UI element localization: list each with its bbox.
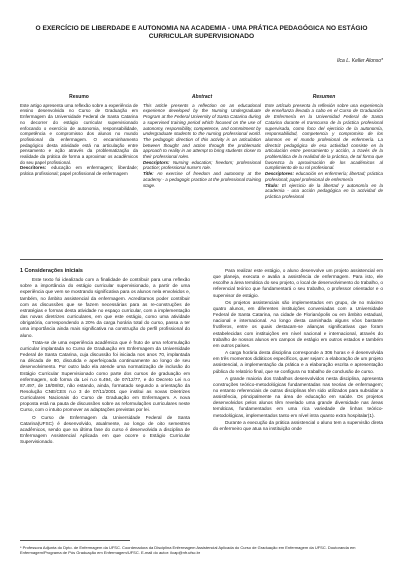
abstract-block <box>143 95 261 188</box>
resumo-keywords <box>20 165 138 176</box>
body-paragraph: Os projetos assistenciais são implementados em grupo, de no máximo quatro alunos, em diferentes instituições conveniadas com a Universidade Federal de Santa Catarina, na cidade de Florianópolis ou em âmbito estadual, nacional e internacional. Ao longo desta caminhada alguns vôos bastante frutíferos, entre os quais destacam-se alianças significativas que foram estabelecidas com instituições em nível nacional e internacional, através do trabalho de nossos alunos em campos de estágio em outros estados e também em outros países. <box>213 299 383 348</box>
resumen-title-label: Título: <box>265 182 279 188</box>
abstract-keywords-text: Nursing education; freedom; professional practice; professional nurse's role. <box>143 159 261 171</box>
resumen-block <box>265 95 383 200</box>
abstract-title-text: An exercise of freedom and autonomy at the academy - a pedagogic practice at the professional training stage. <box>143 171 261 188</box>
body-paragraph: A carga horária desta disciplina corresponde a 306 horas e é desenvolvida em três momentos didáticos específicos, quer sejam: a elaboração de um projeto assistencial, a implementação da prática e a elaboração escrita e apresentação pública do relatório final, que se configura no trabalho de conclusão de curso. <box>213 350 383 374</box>
resumo-heading: Resumo <box>69 94 89 100</box>
abstract-keywords <box>143 160 261 171</box>
resumen-title-line <box>265 183 383 200</box>
body-paragraph: Trata-se de uma experiência acadêmica que é fruto de uma reformulação curricular implantada no Curso de Graduação em Enfermagem da Universidade Federal de Santa Catarina, cuja discussão foi iniciada nos anos 70, implantada na década de 80, discutida e aperfeiçoada continuamente ao longo de seu desenvolvimento. Por outro lado ela atende uma normatização de inclusão do Estágio Curricular Supervisionado como parte dos cursos de graduação em enfermagem, sob forma da Lei n.o 6.494, de 07/12/77, e do Decreto Lei n.o 87.497, de 18/08/82, não estando, ainda, formatado segundo a orientação da Resolução CNE/CES n.o 3 de 07/11/2001 que institui as novas Diretrizes Curriculares Nacionais do Curso de Graduação em Enfermagem. A nova proposta está na pauta de discussões sobre as reformulações curriculares neste Curso, com o intuito promover as adaptações previstas por lei. <box>20 339 190 413</box>
body-paragraph: Para realizar este estágio, o aluno desenvolve um projeto assistencial em que planeja, executa e avalia a assistência de enfermagem. Para isto, ele escolhe a área temática do seu projeto, o local de desenvolvimento do trabalho, o referencial teórico que fundamentará o seu trabalho, o professor orientador e o supervisor de estágio. <box>213 268 383 298</box>
footnote-divider <box>20 540 130 541</box>
body-column-right <box>213 268 383 433</box>
resumen-title-text: El ejercicio de la libertad y autonomía en la academia - una acción pedagógica en la actividad de práctica profesional <box>265 182 383 199</box>
section-divider <box>20 259 383 260</box>
abstract-heading: Abstract <box>191 94 213 100</box>
resumen-keywords-text: educación en enfermería; libertad; práctica profesional; papel profesional de enfermería <box>265 171 383 182</box>
resumo-block <box>20 95 138 177</box>
resumo-keywords-label: Descritores: <box>20 165 47 171</box>
abstract-text: This article presents a reflection on an educational experience developed by the Nursing Undergraduate Program at the Federal University of Santa Catarina during a supervised training period which focused on the use of autonomy, responsibility, competence, and commitment by undergraduate students to the nursing professional world. The pedagogic direction of this activity is an articulation between thought and action through the problematic approach to reality in an attempt to bring students closer to their professional roles. <box>143 102 261 160</box>
abstract-title-label: Title: <box>143 171 154 177</box>
section-heading: 1 Considerações iniciais <box>20 268 83 274</box>
resumen-heading: Resumen <box>312 94 336 100</box>
resumen-text: Este artículo presenta la reflexión sobre una experiencia de enseñanza llevada a cabo en el Curso de Graduación de Enfermería en la Universidad Federal de Santa Catarina durante el transcurso de la práctica profesional supervisada, como foco del ejercicio de la autonomía, responsabilidad, competencia y compromiso de los alumnos en el mundo profesional de enfermería. La directriz pedagógica de esa actividad consiste en la articulación entre pensamiento y acción, a través de la problemática de la realidad de la práctica, de tal forma que favorezca la aproximación de los académicos al cumplimiento de su rol profesional. <box>265 102 383 171</box>
resumen-keywords <box>265 171 383 182</box>
body-paragraph: Este texto foi idealizado com a finalidade de contribuir para uma reflexão sobre a importância do estágio curricular supervisionado, a partir de uma experiência que vem se mostrando significativa para os alunos nela envolvidos e, também, no âmbito assistencial da enfermagem. Acreditamos poder contribuir com as discussões que se fazem necessárias para as re-construções de estratégias e formas desta atividade no espaço curricular, com a implementação das novas diretrizes curriculares, em que este estágio, como uma atividade obrigatória, correspondendo a 20% da carga horária total do curso, passa a ter uma importância ainda mais significativa na construção do perfil profissional do aluno. <box>20 277 190 338</box>
abstract-title-line <box>143 171 261 188</box>
resumo-text: Este artigo apresenta uma reflexão sobre a experiência de ensino desenvolvida no Curso de Graduação em Enfermagem da Universidade Federal de Santa Catarina no decorrer do estágio curricular supervisionado enfocando o exercício de autonomia, responsabilidade, competência e compromisso dos alunos no mundo profissional da enfermagem. O encaminhamento pedagógico desta atividade está na articulação entre pensamento e ação através da problematização da realidade da prática de forma a aproximar os acadêmicos do seu papel profissional. <box>20 102 138 165</box>
body-column-left <box>20 268 190 446</box>
body-paragraph: O Curso de Enfermagem da Universidade Federal de Santa Catarina(UFSC) é desenvolvido, atualmente, ao longo de oito semestres acadêmicos, sendo que na última fase do curso é desenvolvida a disciplina de Enfermagem Assistencial Aplicada em que ocorre o Estágio Curricular Supervisionado. <box>20 414 190 445</box>
body-paragraph: Durante a execução da prática assistencial o aluno tem a supervisão direta do enfermeiro que atua na instituição onde <box>213 419 383 431</box>
author-name: Ilca L. Keller Alonso* <box>337 58 383 64</box>
abstract-keywords-label: Descriptors: <box>143 159 170 165</box>
body-paragraph: A grande maioria dos trabalhos desenvolvidos nesta disciplina, apresenta construções teórico-metodológicas fundamentadas nas teorias de enfermagem; no entanto referenciais de outras disciplinas têm sido utilizados para subsidiar a assistência, principalmente na área de educação em saúde. Os projetos desenvolvidos pelos alunos têm revelado uma grande diversidade nas áreas temáticas, fundamentados em uma rica variedade de linhas teórico-metodológicas, implementados tanto em nível intra quanto extra hospitalar(1). <box>213 375 383 418</box>
resumo-keywords-text: educação em enfermagem; liberdade; prática profissional; papel profissional de enfermagem <box>20 165 138 177</box>
author-footnote: * Professora Adjunta do Dpto. de Enfermagem da UFSC. Coordenadora da Disciplina Enfermagem Assistencial Aplicada do Curso de Graduação em Enfermagem da UFSC. Doutoranda em Enfermagem/Programa de Pós Graduação em Enfermagem/UFSC. E-mail do autor: ilcap@nfr.ufsc.br <box>20 545 356 556</box>
resumen-keywords-label: Descriptores: <box>265 171 295 177</box>
article-title: O EXERCÍCIO DE LIBERDADE E AUTONOMIA NA ACADEMIA - UMA PRÁTICA PEDAGÓGICA NO ESTÁGIO CURRICULAR SUPERVISIONADO <box>35 25 368 41</box>
